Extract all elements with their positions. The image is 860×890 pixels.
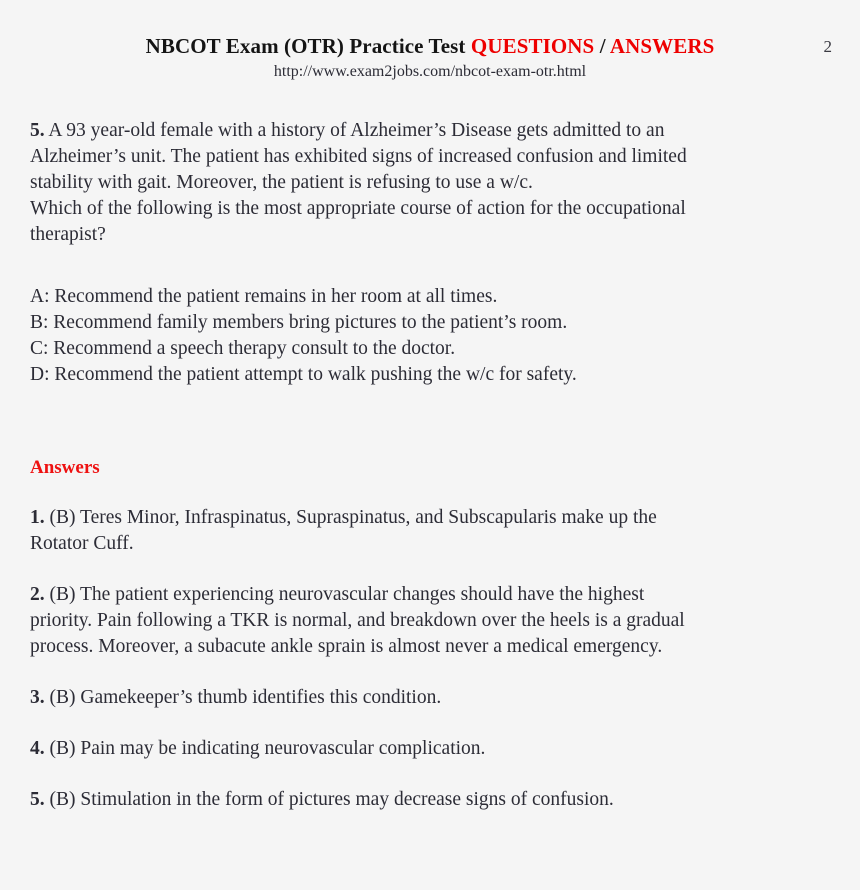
answers-list — [30, 505, 820, 813]
question-line-5: therapist? — [30, 224, 106, 245]
answer-4-line-1: (B) Pain may be indicating neurovascular complication. — [44, 738, 486, 759]
answer-item-1 — [30, 505, 820, 557]
answer-2-line-2: priority. Pain following a TKR is normal, and breakdown over the heels is a gradual — [30, 610, 685, 631]
header-title-row — [0, 36, 860, 58]
question-line-4: Which of the following is the most appropriate course of action for the occupational — [30, 198, 686, 219]
answer-5-line-1: (B) Stimulation in the form of pictures may decrease signs of confusion. — [44, 789, 614, 810]
page-number: 2 — [823, 37, 832, 56]
page-title — [146, 36, 715, 57]
answer-2-line-3: process. Moreover, a subacute ankle sprain is almost never a medical emergency. — [30, 636, 663, 657]
choice-c[interactable]: C: Recommend a speech therapy consult to the doctor. — [30, 338, 456, 359]
answers-heading: Answers — [30, 457, 100, 478]
answer-5-number: 5. — [30, 789, 45, 810]
question-number: 5. — [30, 120, 45, 141]
title-text-answers: ANSWERS — [609, 34, 715, 58]
answer-3-line-1: (B) Gamekeeper’s thumb identifies this condition. — [44, 687, 442, 708]
answer-item-4 — [30, 736, 820, 762]
answer-choices — [30, 284, 820, 388]
answer-1-number: 1. — [30, 507, 45, 528]
answer-4-number: 4. — [30, 738, 45, 759]
answer-2-number: 2. — [30, 584, 45, 605]
answer-item-5 — [30, 787, 820, 813]
title-separator-slash: / — [594, 34, 610, 58]
choice-b[interactable]: B: Recommend family members bring pictures to the patient’s room. — [30, 312, 568, 333]
question-line-2: Alzheimer’s unit. The patient has exhibited signs of increased confusion and limited — [30, 146, 687, 167]
answer-item-2 — [30, 582, 820, 660]
page-content — [30, 118, 820, 813]
answer-3-number: 3. — [30, 687, 45, 708]
question-block — [30, 118, 820, 248]
page-header — [0, 0, 860, 96]
choice-a[interactable]: A: Recommend the patient remains in her room at all times. — [30, 286, 498, 307]
choice-d[interactable]: D: Recommend the patient attempt to walk pushing the w/c for safety. — [30, 364, 577, 385]
answer-2-line-1: (B) The patient experiencing neurovascular changes should have the highest — [44, 584, 645, 605]
source-url: http://www.exam2jobs.com/nbcot-exam-otr.html — [273, 63, 587, 80]
answer-1-line-2: Rotator Cuff. — [30, 533, 134, 554]
title-text-questions: QUESTIONS — [470, 34, 595, 58]
title-text-black: NBCOT Exam (OTR) Practice Test — [145, 34, 471, 58]
question-line-1: A 93 year-old female with a history of Alzheimer’s Disease gets admitted to an — [44, 120, 665, 141]
question-line-3: stability with gait. Moreover, the patient is refusing to use a w/c. — [30, 172, 533, 193]
answer-1-line-1: (B) Teres Minor, Infraspinatus, Supraspinatus, and Subscapularis make up the — [44, 507, 657, 528]
answer-item-3 — [30, 685, 820, 711]
